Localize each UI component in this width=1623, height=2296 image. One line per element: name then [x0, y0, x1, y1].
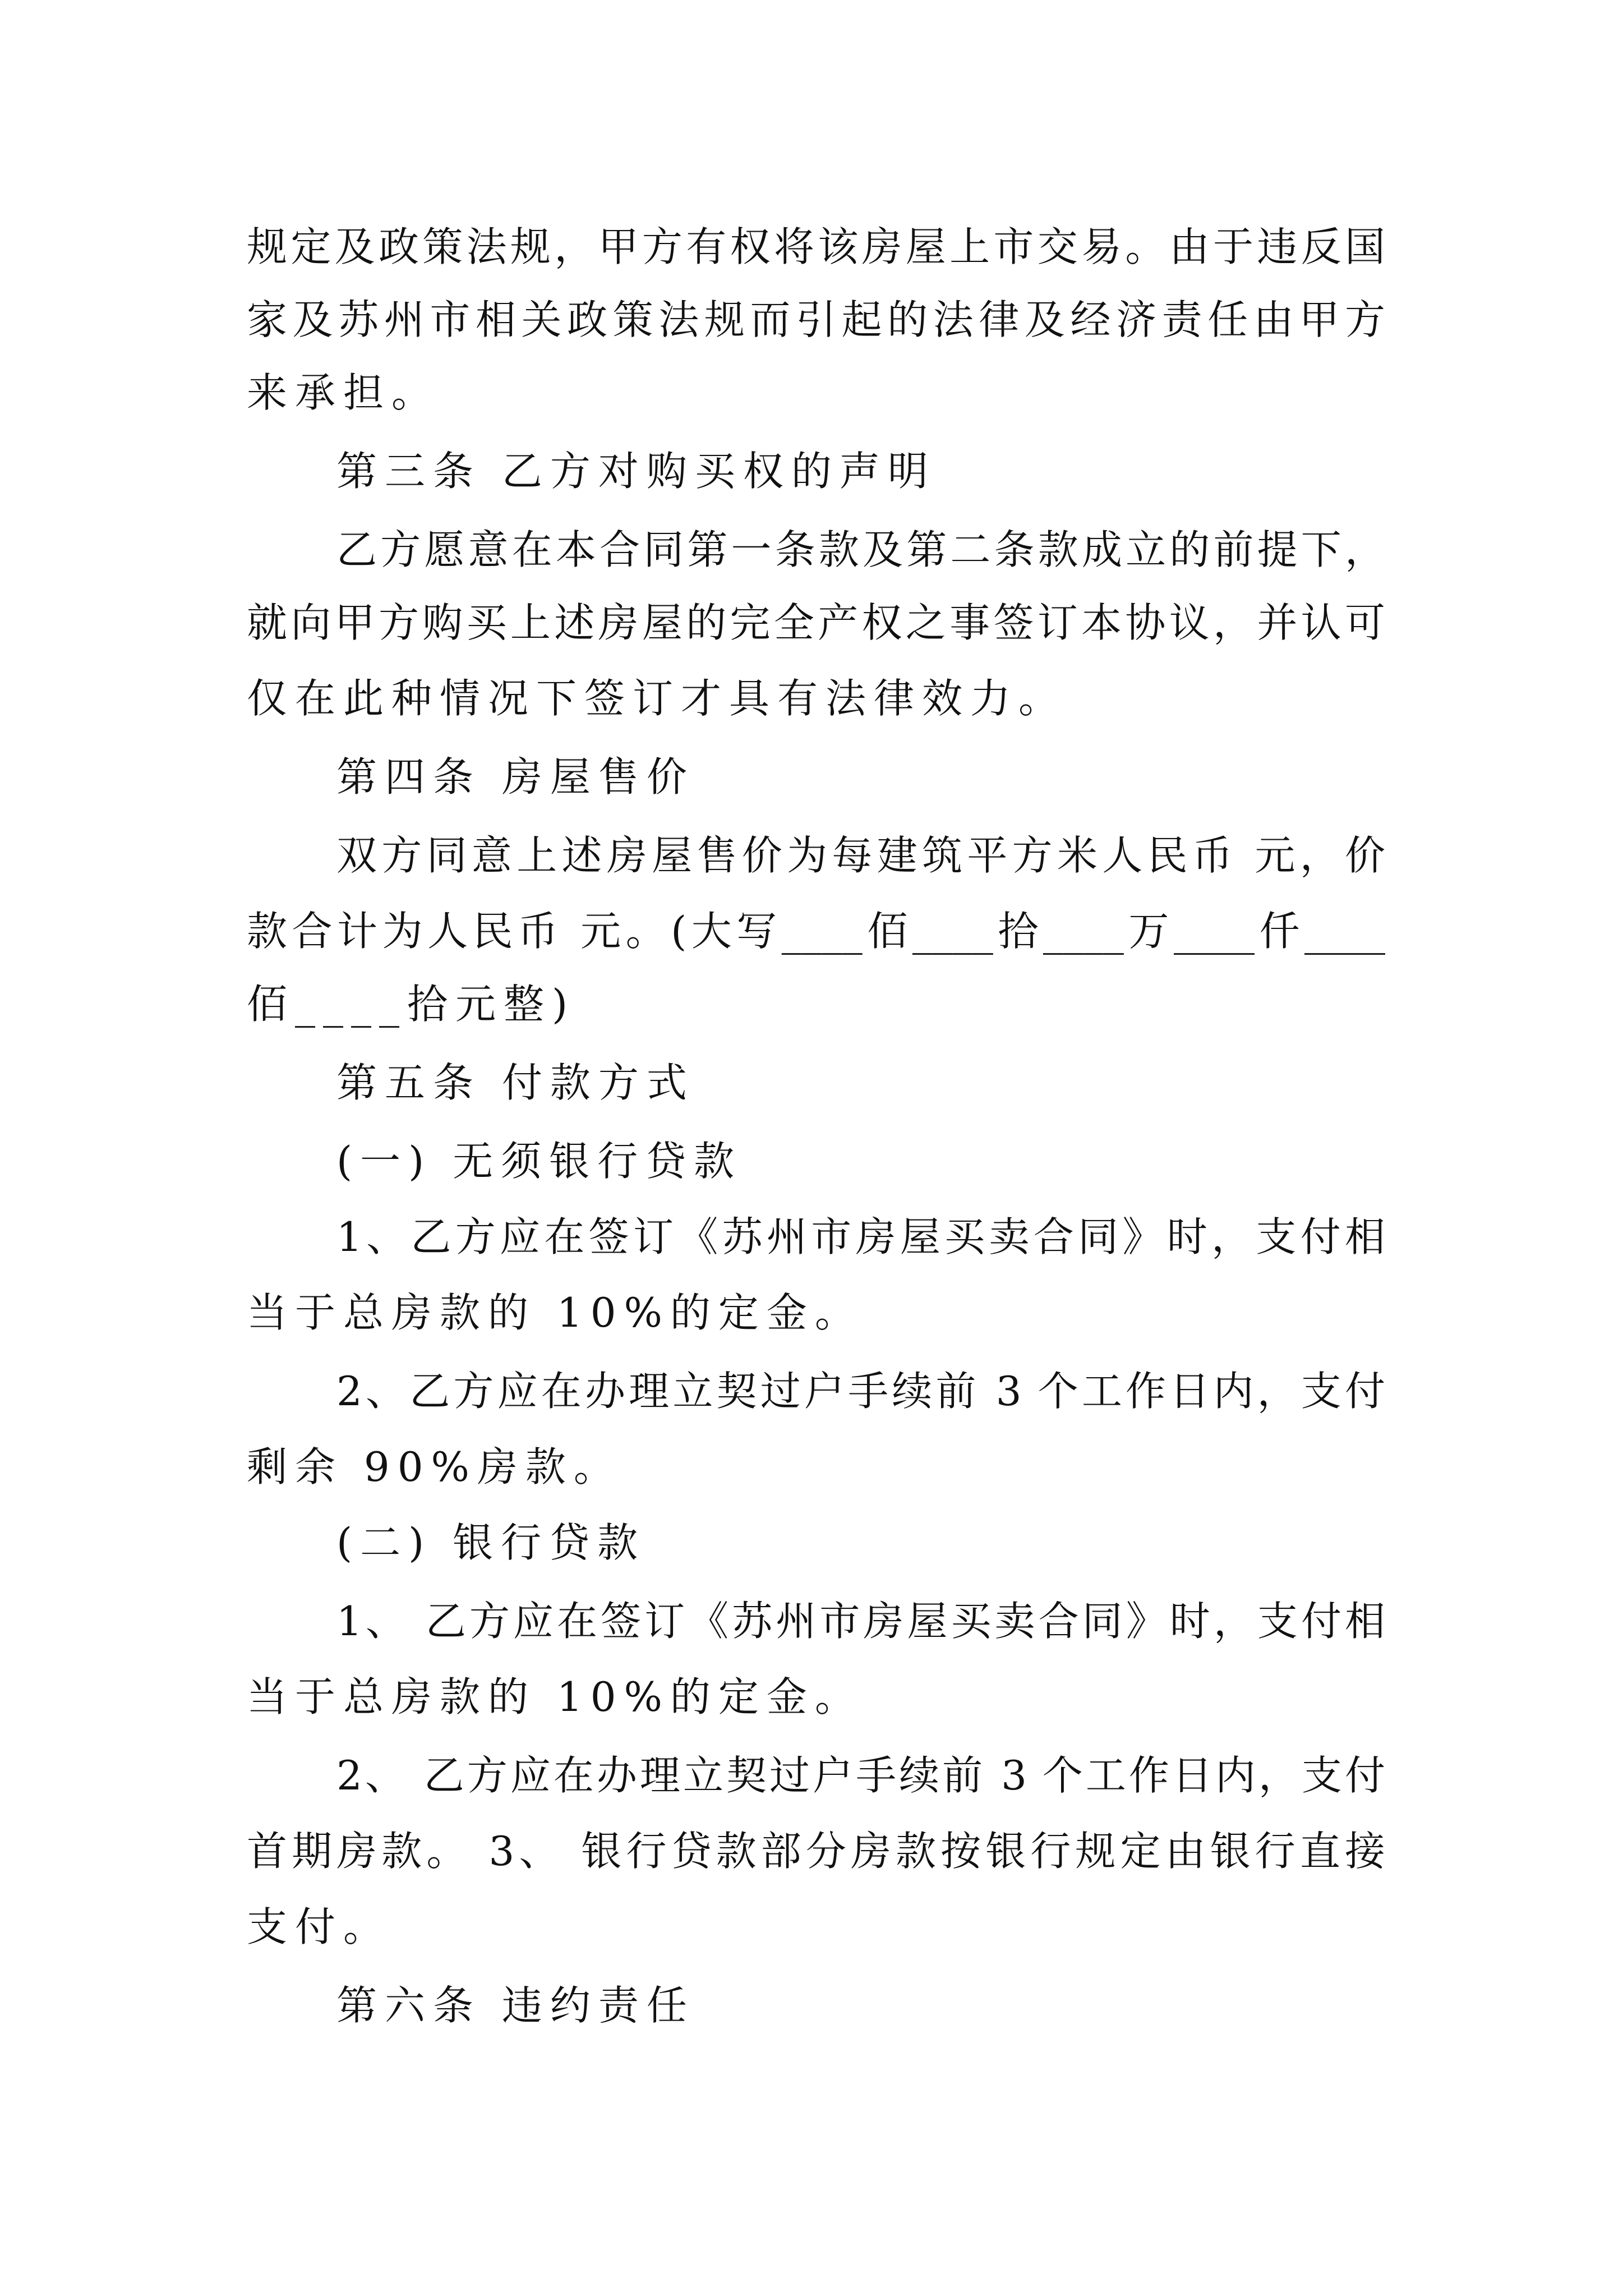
body-text-line: 支付。 [247, 1903, 392, 1950]
body-text-line: 当于总房款的 10%的定金。 [247, 1289, 863, 1336]
article-heading: 第四条 房屋售价 [336, 753, 695, 800]
body-text-line: 首期房款。 3、 银行贷款部分房款按银行规定由银行直接 [247, 1828, 1385, 1875]
body-text-line: 规定及政策法规，甲方有权将该房屋上市交易。由于违反国 [247, 223, 1385, 270]
article-heading: 第五条 付款方式 [336, 1059, 695, 1106]
body-text-line: 仅在此种情况下签订才具有法律效力。 [247, 675, 1067, 722]
subsection-heading: (二) 银行贷款 [336, 1519, 646, 1566]
body-text-line: 2、 乙方应在办理立契过户手续前 3 个工作日内，支付 [336, 1752, 1385, 1799]
body-text-line: 佰____拾元整) [247, 981, 576, 1028]
body-text-line: 款合计为人民币 元。(大写____佰____拾____万____仟____ [247, 908, 1385, 955]
article-heading: 第三条 乙方对购买权的声明 [336, 448, 936, 495]
body-text-line: 当于总房款的 10%的定金。 [247, 1673, 863, 1720]
subsection-heading: (一) 无须银行贷款 [336, 1138, 743, 1185]
body-text-line: 1、乙方应在签订《苏州市房屋买卖合同》时，支付相 [336, 1213, 1385, 1260]
body-text-line: 1、 乙方应在签订《苏州市房屋买卖合同》时，支付相 [336, 1598, 1385, 1645]
body-text-line: 剩余 90%房款。 [247, 1443, 622, 1490]
body-text-line: 双方同意上述房屋售价为每建筑平方米人民币 元，价 [336, 832, 1385, 879]
body-text-line: 2、乙方应在办理立契过户手续前 3 个工作日内，支付 [336, 1368, 1385, 1415]
body-text-line: 乙方愿意在本合同第一条款及第二条款成立的前提下， [336, 526, 1385, 573]
body-text-line: 来承担。 [247, 369, 440, 416]
body-text-line: 家及苏州市相关政策法规而引起的法律及经济责任由甲方 [247, 296, 1385, 343]
article-heading: 第六条 违约责任 [336, 1982, 695, 2029]
body-text-line: 就向甲方购买上述房屋的完全产权之事签订本协议，并认可 [247, 599, 1385, 646]
